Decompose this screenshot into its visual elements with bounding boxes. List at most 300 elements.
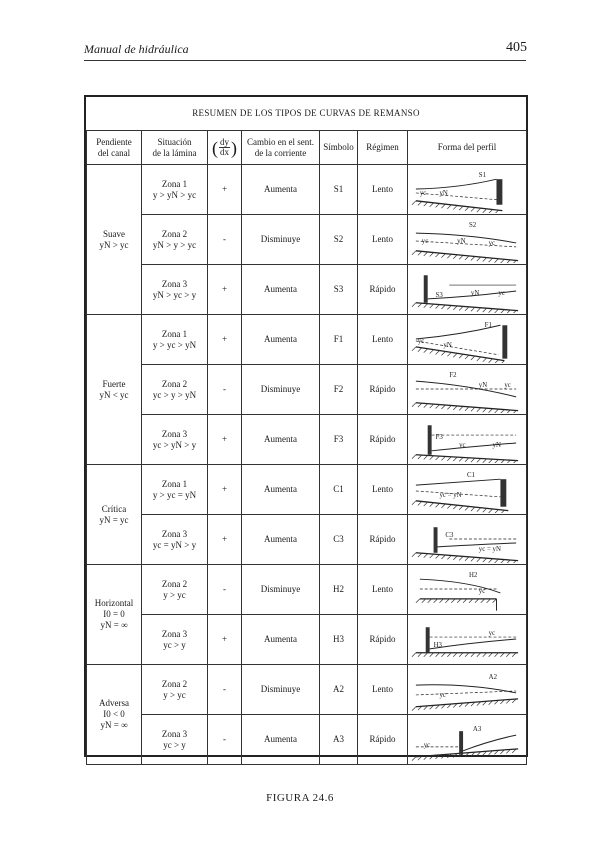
- bed-hatch: [412, 402, 416, 406]
- bed-hatch: [459, 206, 463, 210]
- dam-icon: [500, 479, 506, 507]
- profile-label: yN: [492, 441, 501, 449]
- bed-hatch: [418, 455, 422, 459]
- regime-cell: Lento: [358, 565, 408, 615]
- profile-label: yN: [470, 289, 480, 297]
- profile-cell: [408, 615, 527, 665]
- zone-cell: Zona 3 yc > y: [142, 715, 208, 765]
- regime-cell: Lento: [358, 465, 408, 515]
- bed-hatch: [477, 307, 481, 311]
- bed-hatch: [465, 255, 469, 259]
- bed-hatch: [430, 304, 434, 308]
- bed-hatch: [471, 458, 475, 462]
- profile-cell: [408, 465, 527, 515]
- regime-cell: Rápido: [358, 365, 408, 415]
- bed-hatch: [441, 305, 445, 309]
- bed-hatch: [471, 256, 475, 260]
- bed-hatch: [441, 456, 445, 460]
- change-cell: Aumenta: [242, 165, 320, 215]
- bed-hatch: [418, 553, 422, 557]
- profile-sketch-a3: [410, 717, 524, 763]
- bed-hatch: [453, 205, 457, 209]
- bed-hatch: [412, 706, 416, 710]
- water-surface: [420, 579, 501, 593]
- profile-label: F2: [449, 371, 457, 379]
- profile-sketch-h3: [410, 617, 524, 663]
- profile-sketch-c1: [410, 467, 524, 513]
- symbol-cell: H3: [320, 615, 358, 665]
- bed-hatch: [418, 403, 422, 407]
- bed-hatch: [424, 502, 428, 506]
- zone-cell: Zona 2 yN > y > yc: [142, 215, 208, 265]
- bed-hatch: [430, 502, 434, 506]
- water-surface: [438, 542, 517, 546]
- profile-sketch-h2: [410, 567, 524, 613]
- table-title: RESUMEN DE LOS TIPOS DE CURVAS DE REMANSO: [86, 97, 526, 131]
- bed-hatch: [489, 209, 493, 212]
- profile-cell: [408, 715, 527, 765]
- profile-sketch-f3: [410, 417, 524, 463]
- symbol-cell: C1: [320, 465, 358, 515]
- profile-label: yc: [504, 381, 511, 389]
- slope-group-cell: Suave yN > yc: [87, 165, 142, 315]
- bed-hatch: [459, 354, 463, 358]
- bed-hatch: [430, 252, 434, 256]
- bed-hatch: [477, 208, 481, 212]
- regime-cell: Rápido: [358, 515, 408, 565]
- sluice-gate-icon: [434, 527, 438, 553]
- profile-label: yc: [488, 629, 496, 637]
- profile-cell: [408, 315, 527, 365]
- bed-hatch: [418, 347, 422, 351]
- water-surface: [432, 442, 517, 450]
- sluice-gate-icon: [424, 275, 428, 303]
- bed-hatch: [416, 598, 420, 602]
- bed-hatch: [412, 346, 416, 350]
- symbol-cell: H2: [320, 565, 358, 615]
- bed-hatch: [453, 457, 457, 461]
- bed-hatch: [471, 407, 475, 411]
- bed-hatch: [465, 506, 469, 510]
- bed-hatch: [424, 303, 428, 307]
- profile-label: S3: [435, 291, 443, 299]
- critical-depth-line: [416, 690, 516, 694]
- profile-label: C3: [445, 531, 454, 539]
- bed-hatch: [495, 559, 499, 563]
- profile-label: yc: [439, 691, 446, 699]
- sluice-gate-icon: [426, 627, 430, 653]
- bed-hatch: [436, 456, 440, 460]
- profile-cell: [408, 665, 527, 715]
- bed-hatch: [477, 507, 481, 511]
- figure-caption: FIGURA 24.6: [266, 792, 334, 804]
- channel-bed: [416, 200, 502, 210]
- sign-cell: +: [208, 265, 242, 315]
- bed-hatch: [500, 309, 504, 312]
- bed-hatch: [412, 552, 416, 556]
- bed-hatch: [424, 403, 428, 407]
- bed-hatch: [483, 558, 487, 562]
- zone-cell: Zona 1 y > yc > yN: [142, 315, 208, 365]
- zone-cell: Zona 3 yc = yN > y: [142, 515, 208, 565]
- bed-hatch: [424, 553, 428, 557]
- bed-hatch: [430, 202, 434, 206]
- profile-sketch-f2: [410, 367, 524, 413]
- bed-hatch: [465, 206, 469, 210]
- bed-hatch: [483, 208, 487, 212]
- bed-hatch: [495, 210, 499, 213]
- sign-cell: +: [208, 415, 242, 465]
- sign-cell: +: [208, 615, 242, 665]
- profile-label: yc: [421, 237, 429, 245]
- bed-hatch: [477, 458, 481, 462]
- bed-hatch: [489, 308, 493, 312]
- profile-label: H3: [433, 641, 442, 649]
- bed-hatch: [465, 306, 469, 310]
- col-forma: Forma del perfil: [408, 131, 527, 165]
- bed-hatch: [471, 356, 475, 360]
- zone-cell: Zona 2 yc > y > yN: [142, 365, 208, 415]
- profile-label: yc = yN: [478, 545, 501, 553]
- bed-hatch: [465, 556, 469, 560]
- profile-sketch-s3: [410, 267, 524, 313]
- profile-label: yc: [419, 189, 427, 197]
- sign-cell: -: [208, 665, 242, 715]
- sluice-gate-icon: [459, 731, 463, 755]
- bed-hatch: [453, 505, 457, 509]
- water-surface: [416, 479, 501, 485]
- bed-hatch: [424, 251, 428, 255]
- bed-hatch: [477, 257, 481, 261]
- bed-hatch: [453, 254, 457, 258]
- bed-hatch: [471, 207, 475, 211]
- bed-hatch: [459, 306, 463, 310]
- bed-hatch: [441, 555, 445, 559]
- bed-hatch: [441, 405, 445, 409]
- symbol-cell: F2: [320, 365, 358, 415]
- col-cambio: Cambio en el sent. de la corriente: [242, 131, 320, 165]
- profile-label: S2: [468, 221, 477, 229]
- channel-bed: [416, 698, 518, 706]
- profile-label: yN: [478, 381, 488, 389]
- profile-cell: [408, 165, 527, 215]
- col-pendiente: Pendiente del canal: [87, 131, 142, 165]
- profile-label: yN: [443, 341, 452, 349]
- bed-hatch: [418, 201, 422, 205]
- profile-sketch-c3: [410, 517, 524, 563]
- bed-hatch: [412, 200, 416, 204]
- bed-hatch: [500, 559, 504, 562]
- profile-label: yc: [498, 289, 505, 297]
- sluice-gate-icon: [428, 425, 432, 454]
- bed-hatch: [430, 349, 434, 353]
- sign-cell: -: [208, 715, 242, 765]
- bed-hatch: [477, 407, 481, 411]
- bed-hatch: [412, 454, 416, 458]
- regime-cell: Rápido: [358, 265, 408, 315]
- bed-hatch: [436, 503, 440, 507]
- profile-label: C1: [467, 471, 476, 479]
- bed-hatch: [495, 409, 499, 413]
- zone-cell: Zona 3 yN > yc > y: [142, 265, 208, 315]
- bed-hatch: [500, 409, 504, 412]
- sign-cell: -: [208, 365, 242, 415]
- change-cell: Aumenta: [242, 515, 320, 565]
- change-cell: Disminuye: [242, 565, 320, 615]
- bed-hatch: [483, 357, 487, 361]
- bed-hatch: [453, 405, 457, 409]
- table-row: [87, 565, 527, 615]
- bed-hatch: [424, 202, 428, 206]
- sign-cell: +: [208, 465, 242, 515]
- water-surface: [416, 179, 497, 189]
- bed-hatch: [441, 253, 445, 257]
- profile-label: yc: [423, 741, 431, 749]
- table-row: [87, 465, 527, 515]
- channel-bed: [416, 250, 518, 260]
- regime-cell: Lento: [358, 315, 408, 365]
- summary-table-frame: [84, 95, 528, 757]
- bed-hatch: [441, 503, 445, 507]
- water-surface: [463, 735, 516, 751]
- water-surface: [416, 233, 516, 243]
- table-row: [87, 415, 527, 465]
- bed-hatch: [430, 404, 434, 408]
- profile-label: yc: [478, 587, 486, 595]
- bed-hatch: [459, 457, 463, 461]
- bed-hatch: [447, 352, 451, 356]
- profile-label: H2: [468, 571, 478, 579]
- bed-hatch: [453, 555, 457, 559]
- table-row: [87, 615, 527, 665]
- bed-hatch: [489, 258, 493, 262]
- bed-hatch: [447, 305, 451, 309]
- profile-label: F1: [484, 321, 492, 329]
- profile-label: yN: [439, 189, 448, 197]
- profile-sketch-a2: [410, 667, 524, 713]
- bed-hatch: [453, 353, 457, 357]
- bed-hatch: [447, 204, 451, 208]
- bed-hatch: [412, 500, 416, 504]
- table-body: [87, 165, 527, 765]
- change-cell: Aumenta: [242, 465, 320, 515]
- bed-hatch: [489, 408, 493, 412]
- regime-cell: Rápido: [358, 615, 408, 665]
- profile-label: F3: [435, 433, 443, 441]
- bed-hatch: [483, 508, 487, 512]
- bed-hatch: [459, 556, 463, 560]
- profile-cell: [408, 215, 527, 265]
- bed-hatch: [447, 456, 451, 460]
- bed-hatch: [459, 406, 463, 410]
- bed-hatch: [477, 557, 481, 561]
- page-number: 405: [506, 40, 527, 55]
- bed-hatch: [441, 204, 445, 208]
- bed-hatch: [489, 459, 493, 463]
- bed-hatch: [412, 250, 416, 254]
- bed-hatch: [447, 555, 451, 559]
- bed-hatch: [477, 356, 481, 360]
- bed-hatch: [436, 554, 440, 558]
- slope-group-cell: Crítica yN = yc: [87, 465, 142, 565]
- critical-depth-line: [416, 240, 516, 246]
- sign-cell: -: [208, 215, 242, 265]
- table-row: [87, 315, 527, 365]
- zone-cell: Zona 2 y > yc: [142, 665, 208, 715]
- slope-group-cell: Horizontal I0 = 0 yN = ∞: [87, 565, 142, 665]
- bed-hatch: [495, 309, 499, 313]
- table-row: [87, 665, 527, 715]
- bed-hatch: [447, 405, 451, 409]
- zone-cell: Zona 1 y > yN > yc: [142, 165, 208, 215]
- bed-hatch: [495, 258, 499, 262]
- bed-hatch: [500, 360, 504, 362]
- symbol-cell: A2: [320, 665, 358, 715]
- bed-hatch: [418, 251, 422, 255]
- symbol-cell: F1: [320, 315, 358, 365]
- running-header-title: Manual de hidráulica: [84, 42, 189, 56]
- bed-hatch: [465, 406, 469, 410]
- symbol-cell: F3: [320, 415, 358, 465]
- bed-hatch: [430, 455, 434, 459]
- bed-hatch: [459, 255, 463, 259]
- bed-hatch: [459, 505, 463, 509]
- bed-hatch: [436, 203, 440, 207]
- sign-cell: +: [208, 315, 242, 365]
- profile-label: yc: [488, 239, 496, 247]
- symbol-cell: S3: [320, 265, 358, 315]
- bed-hatch: [430, 554, 434, 558]
- bed-hatch: [483, 308, 487, 312]
- bed-hatch: [412, 756, 416, 760]
- symbol-cell: S1: [320, 165, 358, 215]
- bed-hatch: [471, 307, 475, 311]
- change-cell: Aumenta: [242, 615, 320, 665]
- change-cell: Disminuye: [242, 365, 320, 415]
- channel-bed: [416, 500, 508, 510]
- col-regimen: Régimen: [358, 131, 408, 165]
- symbol-cell: S2: [320, 215, 358, 265]
- bed-hatch: [418, 501, 422, 505]
- profile-label: yc = yN: [439, 491, 462, 499]
- bed-hatch: [483, 257, 487, 261]
- bed-hatch: [412, 652, 416, 656]
- bed-hatch: [489, 558, 493, 562]
- zone-cell: Zona 3 yc > y: [142, 615, 208, 665]
- regime-cell: Rápido: [358, 415, 408, 465]
- bed-hatch: [424, 348, 428, 352]
- change-cell: Aumenta: [242, 715, 320, 765]
- sign-cell: -: [208, 565, 242, 615]
- profile-cell: [408, 565, 527, 615]
- symbol-cell: A3: [320, 715, 358, 765]
- bed-hatch: [436, 304, 440, 308]
- header-row: [87, 131, 527, 165]
- profile-label: A2: [488, 673, 498, 681]
- table-row: [87, 265, 527, 315]
- bed-hatch: [418, 303, 422, 307]
- bed-hatch: [465, 457, 469, 461]
- bed-hatch: [424, 455, 428, 459]
- change-cell: Disminuye: [242, 215, 320, 265]
- bed-hatch: [471, 557, 475, 561]
- table-row: [87, 365, 527, 415]
- bed-hatch: [436, 253, 440, 257]
- zone-cell: Zona 2 y > yc: [142, 565, 208, 615]
- profile-sketch-s2: [410, 217, 524, 263]
- bed-hatch: [500, 259, 504, 263]
- bed-hatch: [495, 359, 499, 362]
- bed-hatch: [483, 458, 487, 462]
- bed-hatch: [489, 508, 493, 512]
- bed-hatch: [506, 259, 510, 262]
- bed-hatch: [436, 404, 440, 408]
- col-simbolo: Símbolo: [320, 131, 358, 165]
- zone-cell: Zona 3 yc > yN > y: [142, 415, 208, 465]
- profile-label: A3: [472, 725, 482, 733]
- bed-hatch: [447, 254, 451, 258]
- profile-label: S1: [478, 171, 487, 179]
- profile-cell: [408, 265, 527, 315]
- profile-cell: [408, 365, 527, 415]
- profile-cell: [408, 515, 527, 565]
- col-situacion: Situación de la lámina: [142, 131, 208, 165]
- dam-icon: [496, 179, 502, 205]
- bed-hatch: [471, 507, 475, 511]
- change-cell: Aumenta: [242, 415, 320, 465]
- profile-label: yN: [457, 237, 466, 245]
- bed-hatch: [495, 509, 499, 512]
- slope-group-cell: Fuerte yN < yc: [87, 315, 142, 465]
- profile-label: yc: [417, 337, 425, 345]
- table-row: [87, 515, 527, 565]
- bed-hatch: [441, 351, 445, 355]
- sign-cell: +: [208, 515, 242, 565]
- channel-bed: [416, 748, 518, 756]
- backwater-curve-table: [86, 130, 527, 765]
- table-row: [87, 215, 527, 265]
- normal-depth-line: [416, 192, 499, 199]
- bed-hatch: [447, 504, 451, 508]
- bed-hatch: [453, 305, 457, 309]
- dam-icon: [502, 325, 507, 358]
- header-rule: [84, 60, 526, 61]
- slope-group-cell: Adversa I0 < 0 yN = ∞: [87, 665, 142, 765]
- regime-cell: Rápido: [358, 715, 408, 765]
- bed-hatch: [465, 355, 469, 359]
- profile-sketch-f1: [410, 317, 524, 363]
- regime-cell: Lento: [358, 165, 408, 215]
- change-cell: Aumenta: [242, 265, 320, 315]
- sign-cell: +: [208, 165, 242, 215]
- regime-cell: Lento: [358, 215, 408, 265]
- zone-cell: Zona 1 y > yc = yN: [142, 465, 208, 515]
- regime-cell: Lento: [358, 665, 408, 715]
- change-cell: Aumenta: [242, 315, 320, 365]
- bed-hatch: [436, 350, 440, 354]
- profile-sketch-s1: [410, 167, 524, 213]
- bed-hatch: [412, 302, 416, 306]
- change-cell: Disminuye: [242, 665, 320, 715]
- symbol-cell: C3: [320, 515, 358, 565]
- table-row: [87, 715, 527, 765]
- profile-label: yc: [459, 441, 466, 449]
- water-surface: [430, 639, 516, 649]
- bed-hatch: [489, 358, 493, 362]
- bed-hatch: [483, 408, 487, 412]
- col-derivada: ( dy dx ): [208, 131, 242, 165]
- table-row: [87, 165, 527, 215]
